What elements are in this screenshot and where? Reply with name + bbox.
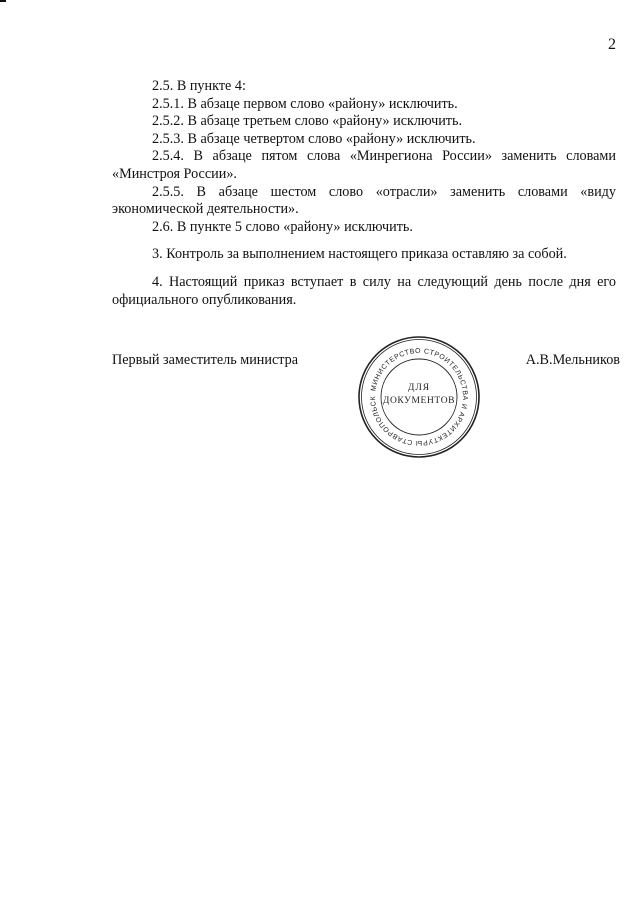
signatory-position: Первый заместитель министра [112, 352, 299, 368]
seal-center-line2: ДОКУМЕНТОВ [382, 396, 456, 406]
seal-ring-text: МИНИСТЕРСТВО СТРОИТЕЛЬСТВА И АРХИТЕКТУРЫ СТАВРОПОЛЬСК [369, 347, 469, 447]
paragraph-2-5-3: 2.5.3. В абзаце четвертом слово «району» исключить. [152, 130, 476, 147]
paragraph-2-6: 2.6. В пункте 5 слово «району» исключить. [152, 218, 413, 235]
signatory-name: А.В.Мельников [525, 352, 620, 368]
seal-center-line1: ДЛЯ [407, 383, 431, 393]
scan-corner-mark [0, 0, 6, 2]
paragraph-3: 3. Контроль за выполнением настоящего приказа оставляю за собой. [152, 246, 567, 263]
paragraph-2-5-2: 2.5.2. В абзаце третьем слово «району» исключить. [152, 113, 463, 130]
paragraph-2-5-5: 2.5.5. В абзаце шестом слово «отрасли» заменить словами «виду экономической деятельности». [112, 183, 616, 218]
paragraph-2-5-1: 2.5.1. В абзаце первом слово «району» исключить. [152, 95, 458, 112]
official-seal [357, 335, 481, 459]
seal-graphic [357, 335, 481, 459]
paragraph-2-5: 2.5. В пункте 4: [152, 78, 246, 94]
document-body [112, 78, 616, 309]
paragraph-4: 4. Настоящий приказ вступает в силу на следующий день после дня его официального опубликования. [112, 273, 616, 308]
page-number: 2 [608, 36, 616, 53]
paragraph-2-5-4: 2.5.4. В абзаце пятом слова «Минрегиона России» заменить словами «Минстроя России». [112, 148, 616, 182]
